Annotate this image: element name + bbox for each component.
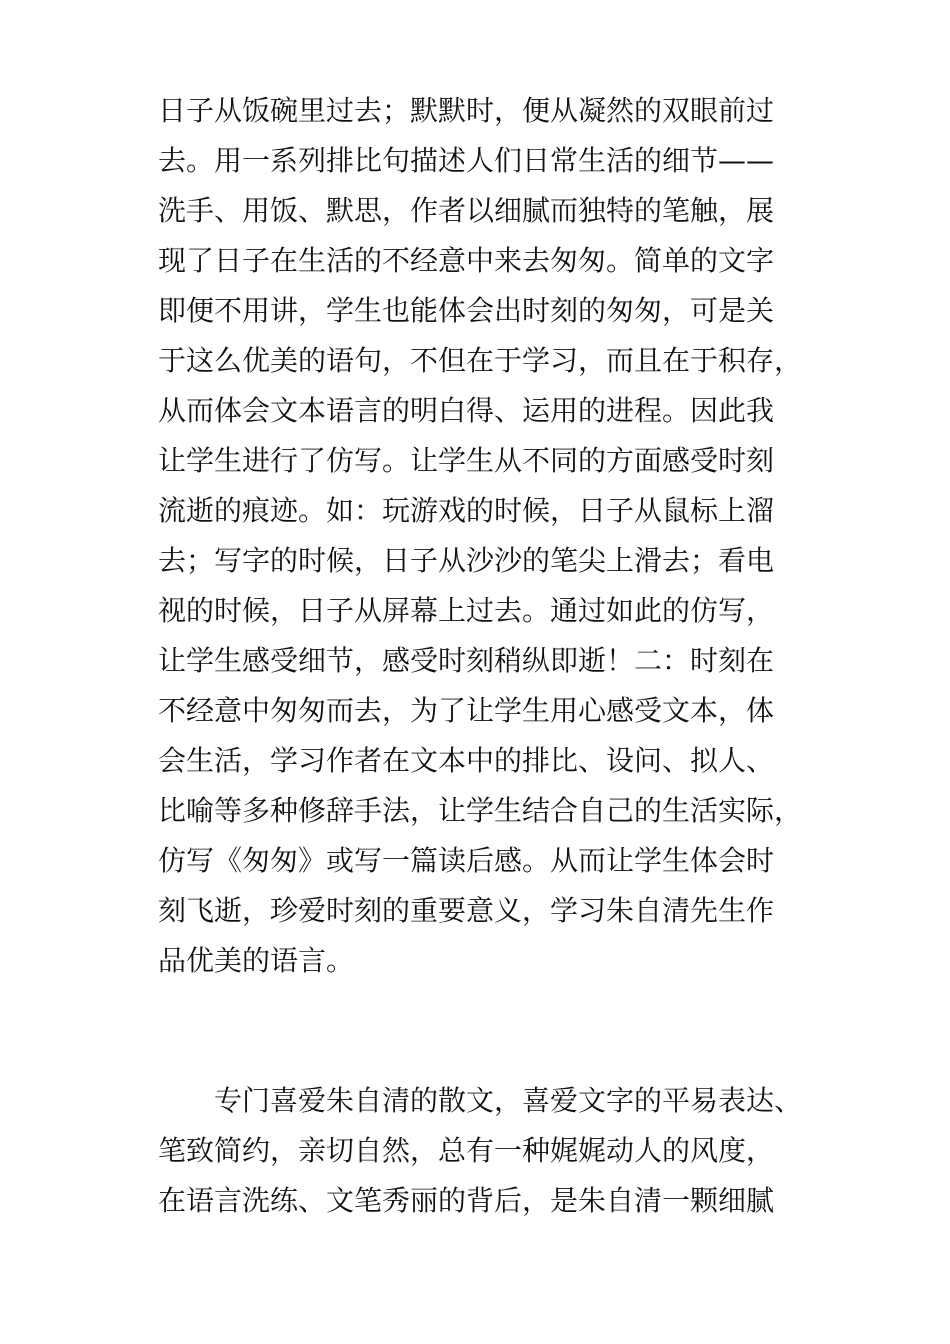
text-line: 仿写《匆匆》或写一篇读后感。从而让学生体会时 — [158, 844, 775, 877]
text-line: 专门喜爱朱自清的散文，喜爱文字的平易表达、 — [158, 1084, 803, 1117]
text-line: 即便不用讲，学生也能体会出时刻的匆匆，可是关 — [158, 294, 775, 327]
text-line: 日子从饭碗里过去；默默时，便从凝然的双眼前过 — [158, 94, 775, 127]
text-line: 现了日子在生活的不经意中来去匆匆。简单的文字 — [158, 244, 775, 277]
text-line: 品优美的语言。 — [158, 944, 355, 977]
text-line: 去。用一系列排比句描述人们日常生活的细节—— — [158, 144, 775, 177]
text-line: 让学生进行了仿写。让学生从不同的方面感受时刻 — [158, 444, 775, 477]
text-line: 去；写字的时候，日子从沙沙的笔尖上滑去；看电 — [158, 544, 775, 577]
paragraph-2 — [158, 1076, 808, 1226]
text-line: 在语言洗练、文笔秀丽的背后，是朱自清一颗细腻 — [158, 1184, 775, 1217]
text-line: 比喻等多种修辞手法，让学生结合自己的生活实际， — [158, 794, 803, 827]
text-line: 洗手、用饭、默思，作者以细腻而独特的笔触，展 — [158, 194, 775, 227]
text-line: 流逝的痕迹。如：玩游戏的时候，日子从鼠标上溜 — [158, 494, 775, 527]
text-line: 让学生感受细节，感受时刻稍纵即逝！二：时刻在 — [158, 644, 775, 677]
text-line: 刻飞逝，珍爱时刻的重要意义，学习朱自清先生作 — [158, 894, 775, 927]
text-line: 于这么优美的语句，不但在于学习，而且在于积存， — [158, 344, 803, 377]
paragraph-1 — [158, 86, 808, 986]
text-line: 不经意中匆匆而去，为了让学生用心感受文本，体 — [158, 694, 775, 727]
text-line: 会生活，学习作者在文本中的排比、设问、拟人、 — [158, 744, 775, 777]
text-line: 从而体会文本语言的明白得、运用的进程。因此我 — [158, 394, 775, 427]
text-line: 视的时候，日子从屏幕上过去。通过如此的仿写， — [158, 594, 775, 627]
text-line: 笔致简约，亲切自然，总有一种娓娓动人的风度， — [158, 1134, 775, 1167]
